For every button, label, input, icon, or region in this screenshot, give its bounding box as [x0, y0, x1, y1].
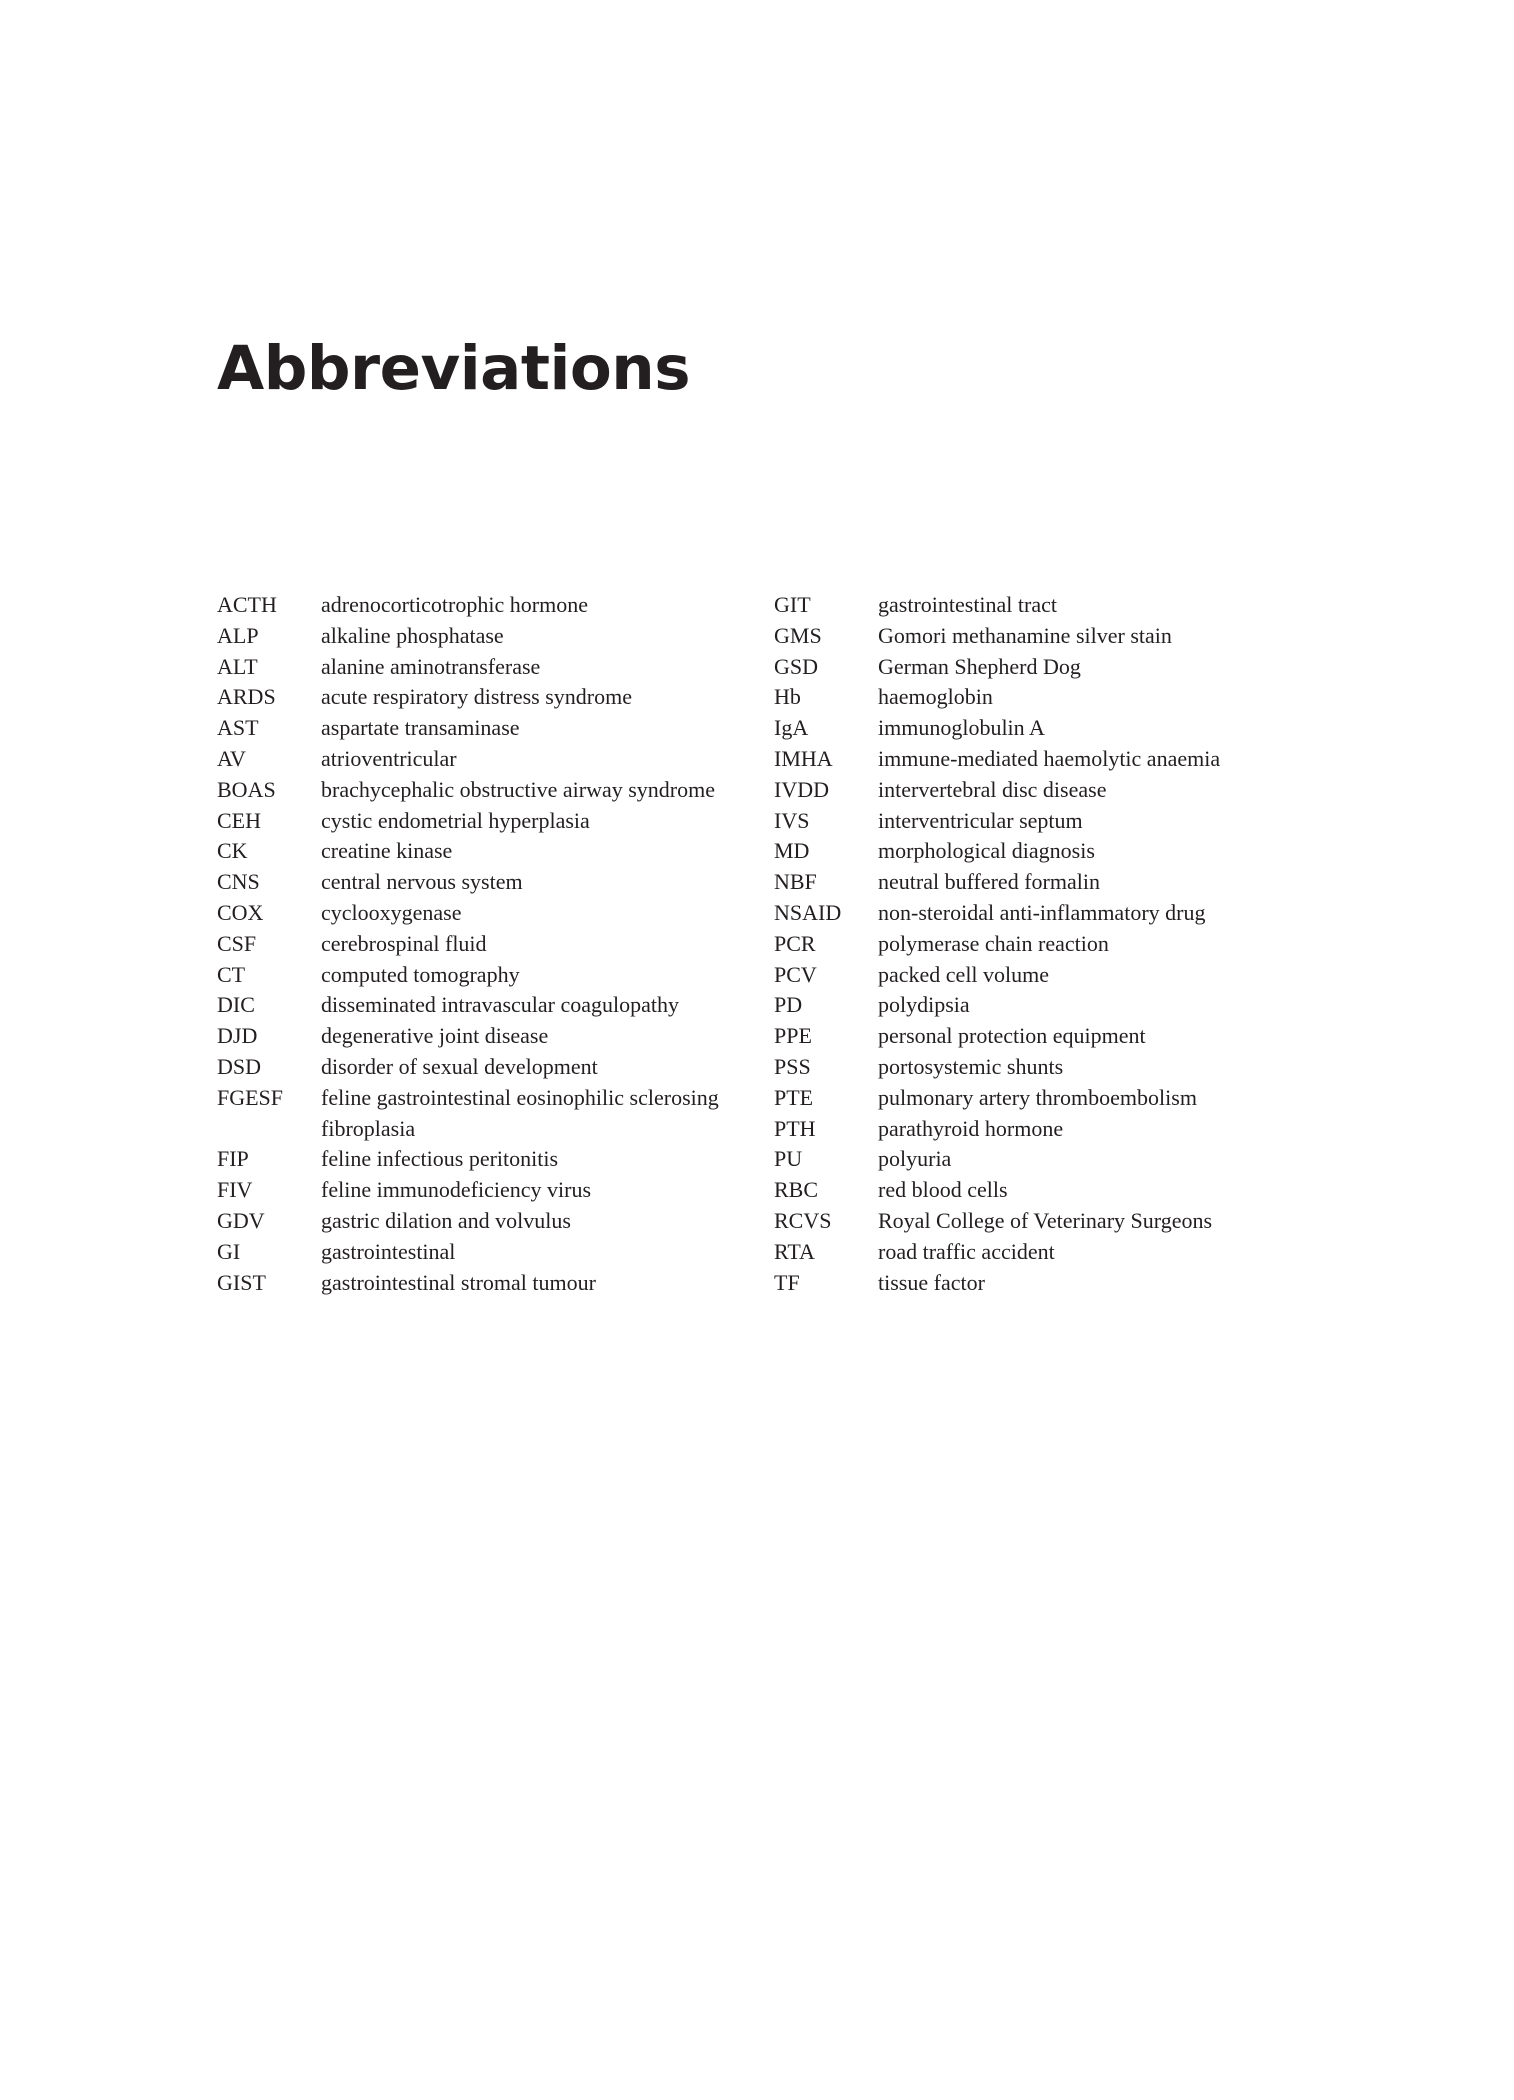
abbreviation-term: PTH — [774, 1115, 816, 1141]
abbreviation-entry — [217, 1268, 757, 1299]
abbreviation-entry — [774, 990, 1314, 1021]
abbreviation-term: RTA — [774, 1238, 815, 1264]
abbreviation-entry — [217, 898, 757, 929]
abbreviation-entry — [774, 1144, 1314, 1175]
abbreviation-entry — [774, 836, 1314, 867]
abbreviation-term: COX — [217, 899, 264, 925]
abbreviation-entry — [217, 806, 757, 837]
abbreviation-term: PD — [774, 992, 803, 1018]
abbreviation-term: AST — [217, 715, 259, 741]
abbreviation-term: ALT — [217, 653, 258, 679]
abbreviation-definition: Gomori methanamine silver stain — [878, 622, 1172, 648]
abbreviation-entry — [774, 652, 1314, 683]
abbreviation-term: PCR — [774, 930, 816, 956]
abbreviation-term: NBF — [774, 869, 817, 895]
abbreviation-term: BOAS — [217, 776, 276, 802]
abbreviation-term: CK — [217, 838, 248, 864]
abbreviation-definition: immune-mediated haemolytic anaemia — [878, 745, 1221, 771]
abbreviation-definition: central nervous system — [321, 869, 523, 895]
abbreviation-entry — [217, 1175, 757, 1206]
abbreviation-entry — [774, 806, 1314, 837]
abbreviation-definition: polyuria — [878, 1146, 952, 1172]
abbreviation-definition: polydipsia — [878, 992, 970, 1018]
abbreviation-entry — [217, 590, 757, 621]
abbreviation-term: IVS — [774, 807, 810, 833]
abbreviation-entry — [774, 713, 1314, 744]
abbreviation-definition: interventricular septum — [878, 807, 1083, 833]
abbreviation-entry — [774, 1114, 1314, 1145]
abbreviation-term: MD — [774, 838, 810, 864]
abbreviation-term: TF — [774, 1269, 800, 1295]
abbreviation-definition: Royal College of Veterinary Surgeons — [878, 1207, 1213, 1233]
abbreviation-term: FIV — [217, 1177, 253, 1203]
abbreviation-list-left — [217, 590, 757, 1298]
abbreviation-definition: disorder of sexual development — [321, 1053, 598, 1079]
abbreviation-entry — [217, 1083, 757, 1145]
abbreviation-definition: German Shepherd Dog — [878, 653, 1081, 679]
abbreviation-term: FGESF — [217, 1084, 284, 1110]
abbreviation-term: CEH — [217, 807, 261, 833]
abbreviation-definition: pulmonary artery thromboembolism — [878, 1084, 1197, 1110]
abbreviation-entry — [774, 867, 1314, 898]
abbreviation-definition: feline infectious peritonitis — [321, 1146, 559, 1172]
abbreviation-term: ALP — [217, 622, 259, 648]
abbreviation-definition: creatine kinase — [321, 838, 453, 864]
abbreviation-term: AV — [217, 745, 246, 771]
abbreviation-definition: brachycephalic obstructive airway syndrome — [321, 776, 716, 802]
abbreviation-entry — [774, 1021, 1314, 1052]
abbreviation-definition: degenerative joint disease — [321, 1023, 549, 1049]
abbreviation-entry — [774, 960, 1314, 991]
abbreviation-entry — [774, 1083, 1314, 1114]
abbreviation-term: IMHA — [774, 745, 833, 771]
abbreviation-entry — [774, 590, 1314, 621]
abbreviation-definition: polymerase chain reaction — [878, 930, 1109, 956]
abbreviation-term: FIP — [217, 1146, 249, 1172]
abbreviation-entry — [217, 990, 757, 1021]
abbreviation-definition: gastrointestinal — [321, 1238, 456, 1264]
abbreviation-entry — [217, 1206, 757, 1237]
abbreviation-definition: cerebrospinal fluid — [321, 930, 487, 956]
abbreviation-definition: neutral buffered formalin — [878, 869, 1100, 895]
abbreviation-term: PTE — [774, 1084, 814, 1110]
abbreviation-definition: computed tomography — [321, 961, 520, 987]
abbreviation-term: CSF — [217, 930, 257, 956]
abbreviation-definition: non-steroidal anti-inflammatory drug — [878, 899, 1206, 925]
abbreviation-definition: parathyroid hormone — [878, 1115, 1064, 1141]
abbreviation-definition: personal protection equipment — [878, 1023, 1146, 1049]
abbreviation-entry — [217, 1052, 757, 1083]
abbreviation-entry — [217, 929, 757, 960]
abbreviation-entry — [217, 1144, 757, 1175]
abbreviation-term: PSS — [774, 1053, 811, 1079]
abbreviation-definition: feline gastrointestinal eosinophilic sclerosing fibroplasia — [321, 1084, 719, 1141]
abbreviation-entry — [217, 682, 757, 713]
abbreviation-term: DSD — [217, 1053, 262, 1079]
abbreviation-term: GIST — [217, 1269, 266, 1295]
abbreviation-definition: gastric dilation and volvulus — [321, 1207, 571, 1233]
abbreviation-entry — [217, 775, 757, 806]
abbreviation-entry — [217, 744, 757, 775]
abbreviation-entry — [774, 929, 1314, 960]
abbreviation-definition: morphological diagnosis — [878, 838, 1095, 864]
abbreviation-definition: atrioventricular — [321, 745, 457, 771]
abbreviation-term: ARDS — [217, 684, 276, 710]
abbreviation-entry — [774, 1237, 1314, 1268]
abbreviation-definition: cyclooxygenase — [321, 899, 462, 925]
abbreviation-entry — [774, 682, 1314, 713]
abbreviation-entry — [217, 1237, 757, 1268]
abbreviation-entry — [217, 621, 757, 652]
abbreviation-term: PCV — [774, 961, 817, 987]
abbreviation-definition: cystic endometrial hyperplasia — [321, 807, 590, 833]
abbreviation-entry — [774, 744, 1314, 775]
abbreviation-definition: haemoglobin — [878, 684, 993, 710]
abbreviation-definition: gastrointestinal stromal tumour — [321, 1269, 596, 1295]
abbreviation-entry — [774, 898, 1314, 929]
abbreviation-term: IVDD — [774, 776, 829, 802]
abbreviation-term: DIC — [217, 992, 255, 1018]
abbreviation-term: PPE — [774, 1023, 812, 1049]
abbreviation-term: GI — [217, 1238, 241, 1264]
abbreviation-definition: acute respiratory distress syndrome — [321, 684, 632, 710]
abbreviation-term: CT — [217, 961, 246, 987]
abbreviation-term: Hb — [774, 684, 801, 710]
abbreviation-term: ACTH — [217, 592, 277, 617]
abbreviation-definition: packed cell volume — [878, 961, 1050, 987]
abbreviation-entry — [217, 652, 757, 683]
abbreviation-entry — [774, 621, 1314, 652]
abbreviation-term: PU — [774, 1146, 803, 1172]
abbreviation-term: DJD — [217, 1023, 258, 1049]
abbreviation-term: GMS — [774, 622, 822, 648]
abbreviation-entry — [774, 775, 1314, 806]
abbreviation-definition: road traffic accident — [878, 1238, 1055, 1264]
abbreviation-entry — [774, 1175, 1314, 1206]
abbreviation-definition: red blood cells — [878, 1177, 1008, 1203]
abbreviation-term: RCVS — [774, 1207, 832, 1233]
abbreviation-entry — [217, 1021, 757, 1052]
abbreviation-definition: alkaline phosphatase — [321, 622, 504, 648]
abbreviation-definition: intervertebral disc disease — [878, 776, 1107, 802]
page-title: Abbreviations — [217, 333, 691, 404]
abbreviation-definition: gastrointestinal tract — [878, 592, 1057, 617]
abbreviation-entry — [217, 960, 757, 991]
abbreviation-term: IgA — [774, 715, 809, 741]
abbreviation-definition: disseminated intravascular coagulopathy — [321, 992, 679, 1018]
abbreviation-definition: feline immunodeficiency virus — [321, 1177, 592, 1203]
abbreviation-entry — [217, 836, 757, 867]
abbreviation-definition: adrenocorticotrophic hormone — [321, 592, 588, 617]
abbreviation-term: GDV — [217, 1207, 265, 1233]
abbreviation-entry — [217, 867, 757, 898]
abbreviation-definition: aspartate transaminase — [321, 715, 520, 741]
abbreviation-entry — [774, 1206, 1314, 1237]
abbreviation-definition: tissue factor — [878, 1269, 985, 1295]
abbreviation-term: GSD — [774, 653, 819, 679]
abbreviation-term: RBC — [774, 1177, 819, 1203]
abbreviation-entry — [217, 713, 757, 744]
abbreviation-entry — [774, 1268, 1314, 1299]
abbreviation-definition: alanine aminotransferase — [321, 653, 541, 679]
abbreviation-entry — [774, 1052, 1314, 1083]
abbreviation-term: NSAID — [774, 899, 842, 925]
abbreviation-term: GIT — [774, 592, 811, 617]
abbreviation-list-right — [774, 590, 1314, 1298]
abbreviation-definition: immunoglobulin A — [878, 715, 1045, 741]
abbreviation-term: CNS — [217, 869, 260, 895]
abbreviation-definition: portosystemic shunts — [878, 1053, 1064, 1079]
